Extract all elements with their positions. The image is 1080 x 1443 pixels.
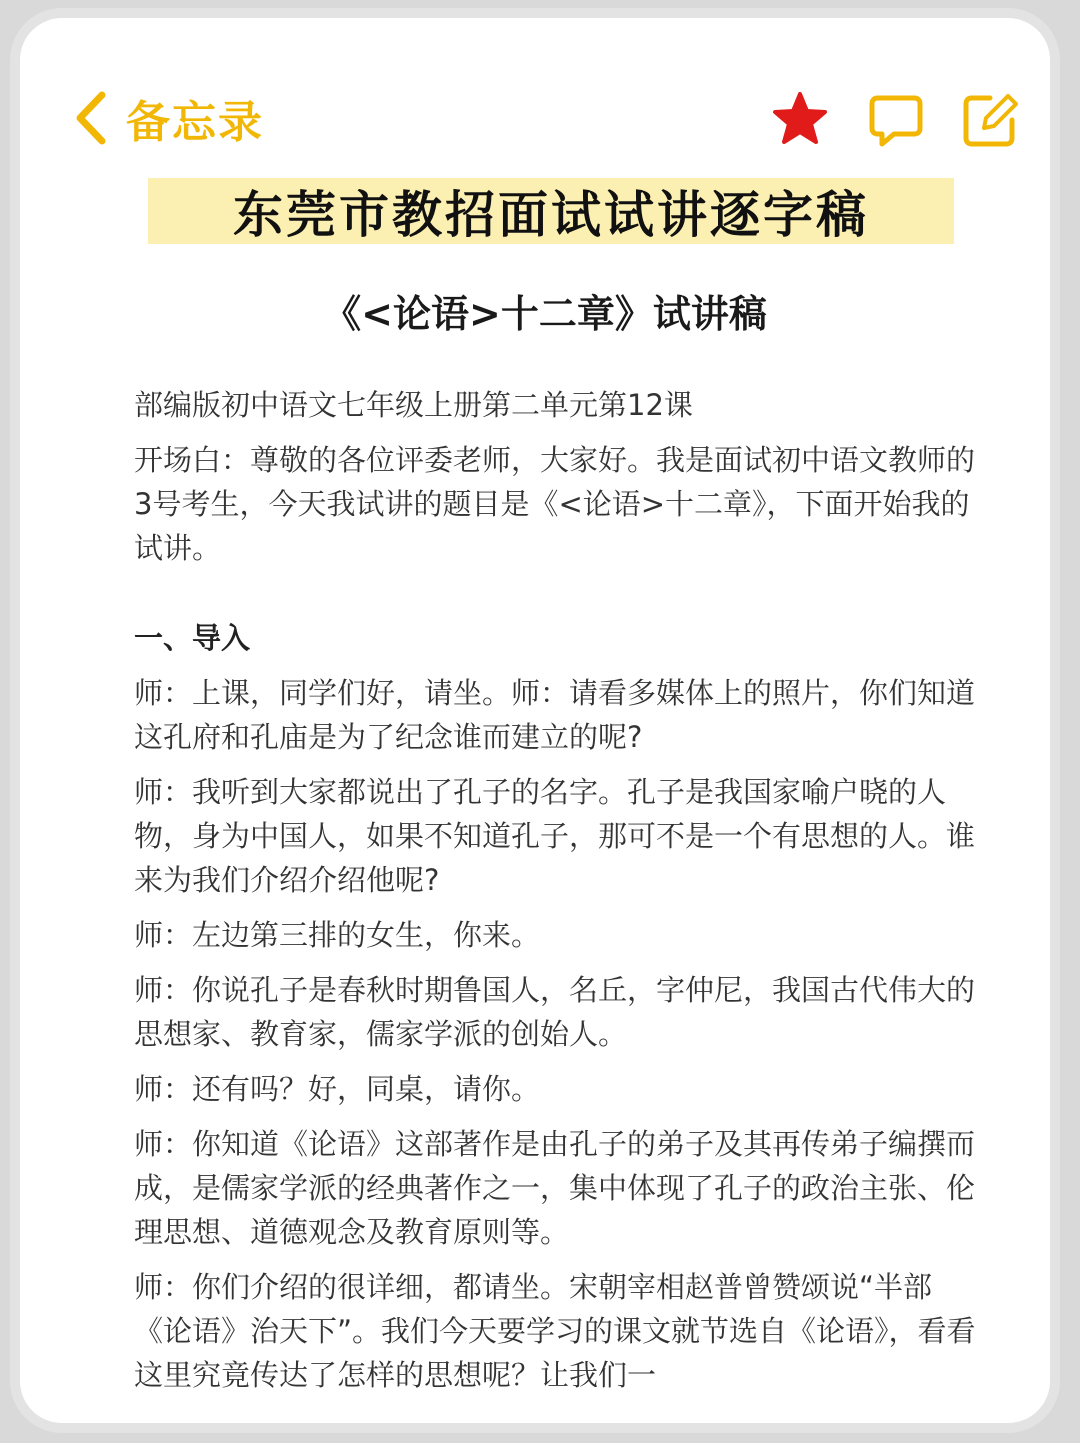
back-button-label: 备忘录 (126, 97, 264, 148)
comment-button[interactable] (868, 92, 924, 148)
back-button[interactable] (72, 86, 264, 150)
dialogue-paragraph: 师：你们介绍的很详细，都请坐。宋朝宰相赵普曾赞颂说“半部《论语》治天下”。我们今天要学习的课文就节选自《论语》，看看这里究竟传达了怎样的思想呢？让我们一 (134, 1270, 976, 1392)
screenshot-frame (10, 8, 1060, 1433)
dialogue-paragraph: 师：你说孔子是春秋时期鲁国人，名丘，字仲尼，我国古代伟大的思想家、教育家，儒家学派的创始人。 (134, 973, 976, 1051)
dialogue-paragraph: 师：还有吗？好，同桌，请你。 (134, 1072, 541, 1106)
star-icon (772, 92, 828, 148)
dialogue-paragraph: 师：我听到大家都说出了孔子的名字。孔子是我国家喻户晓的人物，身为中国人，如果不知道孔子，那可不是一个有思想的人。谁来为我们介绍介绍他呢? (134, 775, 976, 897)
dialogue-paragraph: 师：你知道《论语》这部著作是由孔子的弟子及其再传弟子编撰而成，是儒家学派的经典著作之一，集中体现了孔子的政治主张、伦理思想、道德观念及教育原则等。 (134, 1127, 976, 1249)
dialogue-paragraph: 师：上课，同学们好，请坐。师：请看多媒体上的照片，你们知道这孔府和孔庙是为了纪念谁而建立的呢? (134, 676, 976, 754)
note-body (134, 383, 984, 1408)
document-subtitle: 《<论语>十二章》试讲稿 (323, 292, 767, 336)
course-info: 部编版初中语文七年级上册第二单元第12课 (134, 388, 693, 422)
chevron-left-icon (72, 89, 110, 147)
comment-icon (868, 92, 924, 148)
dialogue-paragraph: 师：左边第三排的女生，你来。 (134, 918, 541, 952)
favorite-button[interactable] (772, 92, 828, 148)
top-navigation-bar (20, 18, 1050, 168)
edit-icon (962, 92, 1018, 148)
section-heading-intro: 一、导入 (134, 621, 251, 655)
edit-note-button[interactable] (962, 92, 1018, 148)
opening-paragraph: 开场白：尊敬的各位评委老师，大家好。我是面试初中语文教师的3号考生，今天我试讲的题目是《<论语>十二章》，下面开始我的试讲。 (134, 443, 976, 565)
banner-title: 东莞市教招面试试讲逐字稿 (148, 178, 954, 244)
